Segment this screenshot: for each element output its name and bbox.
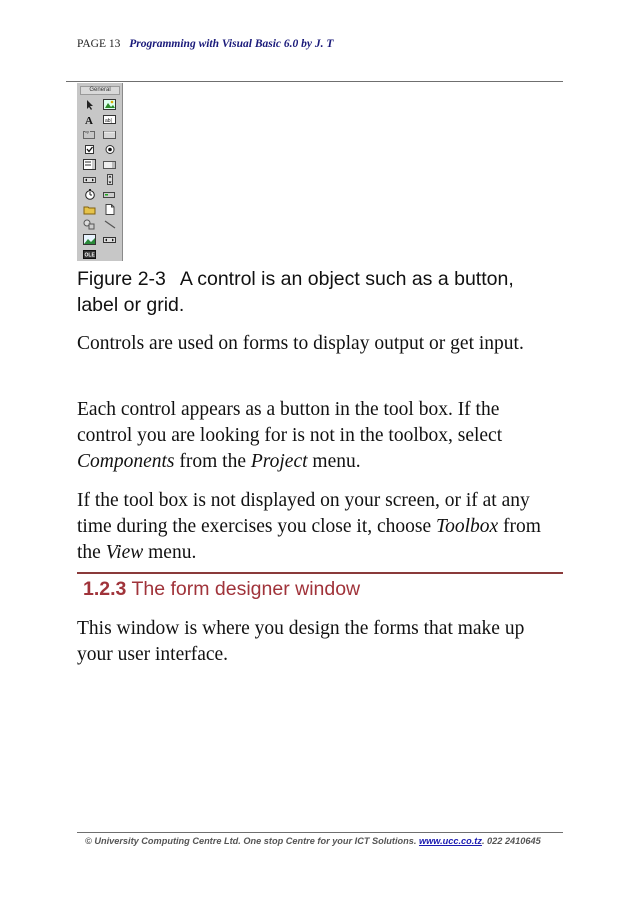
figure-caption xyxy=(77,266,537,318)
hscrollbar-icon[interactable] xyxy=(82,173,97,185)
vb-toolbox-image xyxy=(77,83,123,261)
toolbox-menu-item-ref: Toolbox xyxy=(436,516,499,537)
footer-phone: . 022 2410645 xyxy=(481,836,541,846)
paragraph-toolbox-buttons xyxy=(77,397,547,475)
p3-text-2: from the xyxy=(77,516,541,563)
line-icon[interactable] xyxy=(102,218,117,230)
paragraph-toolbox-display xyxy=(77,488,547,566)
listbox-icon[interactable] xyxy=(102,158,117,170)
p2-text-3: menu. xyxy=(307,451,361,472)
p2-text-2: from the xyxy=(174,451,251,472)
timer-icon[interactable] xyxy=(82,188,97,200)
section-title: The form designer window xyxy=(131,578,361,600)
book-title: Programming with Visual Basic 6.0 by J. T xyxy=(129,38,334,50)
section-heading xyxy=(83,576,360,602)
image-icon[interactable] xyxy=(82,233,97,245)
label-icon[interactable] xyxy=(82,113,97,125)
vscrollbar-icon[interactable] xyxy=(102,173,117,185)
optionbutton-icon[interactable] xyxy=(102,143,117,155)
commandbutton-icon[interactable] xyxy=(102,128,117,140)
svg-text:ab|: ab| xyxy=(105,117,112,124)
ole-icon[interactable] xyxy=(82,248,97,260)
filelistbox-icon[interactable] xyxy=(102,203,117,215)
view-menu-ref: View xyxy=(105,542,144,563)
svg-text:OLE: OLE xyxy=(84,252,95,258)
components-menu-item-ref: Components xyxy=(77,451,175,472)
checkbox-icon[interactable] xyxy=(82,143,97,155)
paragraph-form-designer: This window is where you design the forms that make up your user interface. xyxy=(77,618,525,665)
project-menu-ref: Project xyxy=(250,451,308,472)
p3-text-1: If the tool box is not displayed on your screen, or if at any time during the exercises you close it, choose xyxy=(77,490,530,537)
footer-rule xyxy=(77,832,563,833)
svg-text:A: A xyxy=(84,114,93,125)
paragraph-controls-usage: Controls are used on forms to display output or get input. xyxy=(77,333,524,354)
page-number: PAGE 13 xyxy=(77,38,121,50)
shape-icon[interactable] xyxy=(82,218,97,230)
figure-number: Figure 2-3 xyxy=(77,268,166,290)
p3-text-3: menu. xyxy=(143,542,197,563)
page-footer xyxy=(85,836,541,846)
p2-text-1: Each control appears as a button in the tool box. If the control you are looking for is not in the toolbox, select xyxy=(77,399,503,446)
figure-caption-text: A control is an object such as a button, label or grid. xyxy=(77,268,514,316)
section-rule xyxy=(77,572,563,574)
page-header xyxy=(77,38,333,50)
combobox-icon[interactable] xyxy=(82,158,97,170)
footer-text: © University Computing Centre Ltd. One stop Centre for your ICT Solutions. xyxy=(85,836,417,846)
toolbox-icon-grid xyxy=(82,98,118,260)
picturebox-icon[interactable] xyxy=(102,98,117,110)
footer-website-link[interactable]: www.ucc.co.tz xyxy=(418,836,482,846)
textbox-icon[interactable] xyxy=(102,113,117,125)
toolbox-general-tab[interactable]: General xyxy=(80,86,120,95)
section-number: 1.2.3 xyxy=(83,578,127,600)
data-icon[interactable] xyxy=(102,233,117,245)
header-rule xyxy=(66,81,563,82)
drivelistbox-icon[interactable] xyxy=(102,188,117,200)
dirlistbox-icon[interactable] xyxy=(82,203,97,215)
svg-text:xy: xy xyxy=(85,128,89,134)
pointer-icon[interactable] xyxy=(82,98,97,110)
frame-icon[interactable] xyxy=(82,128,97,140)
